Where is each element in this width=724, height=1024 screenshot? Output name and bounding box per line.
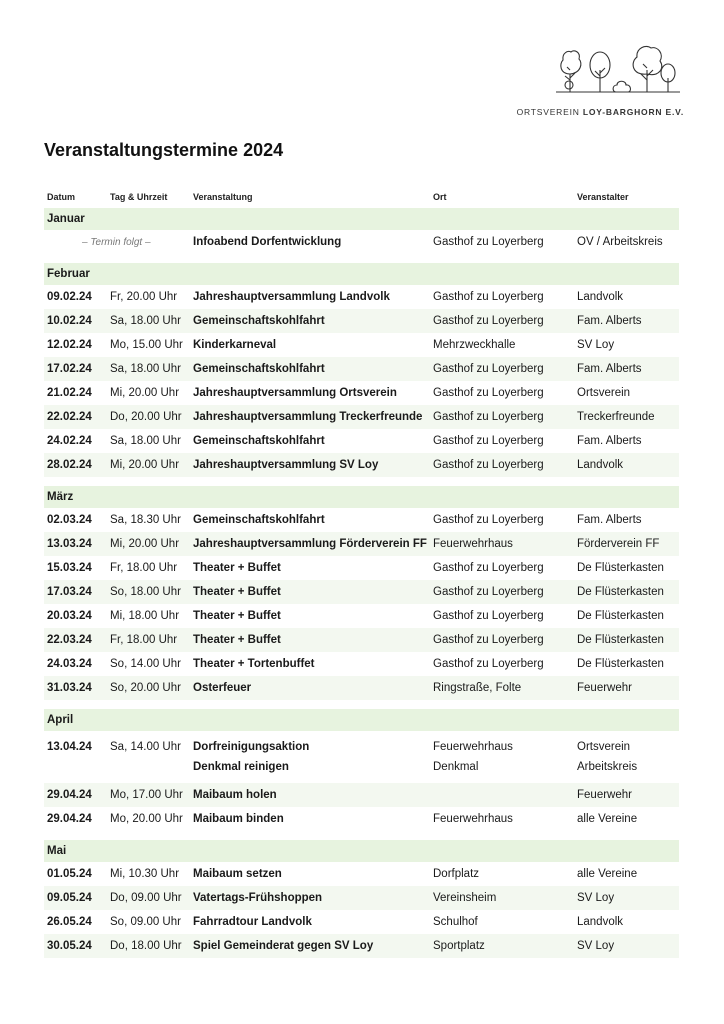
event-time: So, 14.00 Uhr xyxy=(110,658,181,670)
org-prefix: ORTSVEREIN xyxy=(516,107,583,117)
month-label: Januar xyxy=(47,213,85,225)
event-host: Landvolk xyxy=(577,459,624,471)
col-event: Veranstaltung xyxy=(193,192,253,202)
event-time: Mi, 10.30 Uhr xyxy=(110,868,180,880)
event-time: Fr, 18.00 Uhr xyxy=(110,634,178,646)
event-date: 09.05.24 xyxy=(47,892,92,904)
event-date: 29.04.24 xyxy=(47,789,92,801)
event-host: Förderverein FF xyxy=(577,538,660,550)
table-row xyxy=(44,230,679,254)
table-row xyxy=(44,309,679,333)
event-host: Feuerwehr xyxy=(577,682,632,694)
event-name: Gemeinschaftskohlfahrt xyxy=(193,363,325,375)
col-time: Tag & Uhrzeit xyxy=(110,192,168,202)
event-date: 22.03.24 xyxy=(47,634,92,646)
month-heading xyxy=(44,208,679,230)
event-time: Sa, 18.00 Uhr xyxy=(110,435,181,447)
event-name: Maibaum setzen xyxy=(193,868,282,880)
table-row xyxy=(44,453,679,477)
organization-name xyxy=(517,107,684,117)
event-host: alle Vereine xyxy=(577,813,638,825)
event-name: Jahreshauptversammlung SV Loy xyxy=(193,459,379,471)
event-time: So, 09.00 Uhr xyxy=(110,916,181,928)
event-host: Ortsverein xyxy=(577,741,631,753)
event-host: Landvolk xyxy=(577,291,624,303)
table-row xyxy=(44,910,679,934)
event-host: Landvolk xyxy=(577,916,624,928)
trees-icon xyxy=(554,40,684,98)
event-date: 20.03.24 xyxy=(47,610,92,622)
event-place: Sportplatz xyxy=(433,940,485,952)
event-date: 12.02.24 xyxy=(47,339,92,351)
event-date: 26.05.24 xyxy=(47,916,92,928)
table-row xyxy=(44,886,679,910)
table-row xyxy=(44,333,679,357)
event-host: Treckerfreunde xyxy=(577,411,655,423)
event-host: Fam. Alberts xyxy=(577,435,642,447)
table-row xyxy=(44,807,679,831)
event-time: Sa, 18.00 Uhr xyxy=(110,315,181,327)
col-place: Ort xyxy=(433,192,447,202)
event-name: Spiel Gemeinderat gegen SV Loy xyxy=(193,940,374,952)
event-host: Fam. Alberts xyxy=(577,363,642,375)
month-heading xyxy=(44,486,679,508)
event-host: Fam. Alberts xyxy=(577,514,642,526)
event-name: Theater + Buffet xyxy=(193,562,281,574)
event-name: Jahreshauptversammlung Treckerfreunde xyxy=(193,411,423,423)
event-name: Jahreshauptversammlung Landvolk xyxy=(193,291,390,303)
event-host: alle Vereine xyxy=(577,868,638,880)
event-place: Mehrzweckhalle xyxy=(433,339,516,351)
event-place: Feuerwehrhaus xyxy=(433,741,513,753)
event-name: Maibaum holen xyxy=(193,789,277,801)
month-heading xyxy=(44,263,679,285)
month-label: März xyxy=(47,491,74,503)
event-date: 17.02.24 xyxy=(47,363,92,375)
event-host: De Flüsterkasten xyxy=(577,610,664,622)
event-name: Maibaum binden xyxy=(193,813,284,825)
event-place: Ringstraße, Folte xyxy=(433,682,522,694)
event-name: Gemeinschaftskohlfahrt xyxy=(193,435,325,447)
table-row xyxy=(44,783,679,807)
event-time: Fr, 18.00 Uhr xyxy=(110,562,178,574)
event-place: Gasthof zu Loyerberg xyxy=(433,236,544,248)
event-host: Fam. Alberts xyxy=(577,315,642,327)
col-date: Datum xyxy=(47,192,76,202)
event-name: Kinderkarneval xyxy=(193,339,277,351)
table-row xyxy=(44,652,679,676)
event-name: Theater + Tortenbuffet xyxy=(193,658,315,670)
event-host: Arbeitskreis xyxy=(577,761,638,773)
event-date: 24.03.24 xyxy=(47,658,92,670)
event-place: Gasthof zu Loyerberg xyxy=(433,411,544,423)
event-place: Gasthof zu Loyerberg xyxy=(433,610,544,622)
event-time: Sa, 14.00 Uhr xyxy=(110,741,181,753)
event-host: De Flüsterkasten xyxy=(577,562,664,574)
event-time: Mo, 17.00 Uhr xyxy=(110,789,183,801)
event-place: Gasthof zu Loyerberg xyxy=(433,387,544,399)
event-place: Gasthof zu Loyerberg xyxy=(433,634,544,646)
event-name: Theater + Buffet xyxy=(193,610,281,622)
table-row xyxy=(44,508,679,532)
table-row xyxy=(44,862,679,886)
event-date: 30.05.24 xyxy=(47,940,92,952)
event-name: Dorfreinigungsaktion xyxy=(193,741,310,753)
month-label: Mai xyxy=(47,845,67,857)
table-row xyxy=(44,532,679,556)
event-place: Gasthof zu Loyerberg xyxy=(433,291,544,303)
event-date: 31.03.24 xyxy=(47,682,92,694)
events-table xyxy=(44,186,679,958)
month-label: Februar xyxy=(47,268,90,280)
event-time: Do, 18.00 Uhr xyxy=(110,940,182,952)
event-date: 29.04.24 xyxy=(47,813,92,825)
event-date: 09.02.24 xyxy=(47,291,92,303)
event-date: 24.02.24 xyxy=(47,435,92,447)
event-date: 10.02.24 xyxy=(47,315,92,327)
event-host: SV Loy xyxy=(577,892,615,904)
month-heading xyxy=(44,709,679,731)
event-host: De Flüsterkasten xyxy=(577,586,664,598)
table-row xyxy=(44,628,679,652)
event-date: 01.05.24 xyxy=(47,868,92,880)
table-row xyxy=(44,604,679,628)
event-date: 17.03.24 xyxy=(47,586,92,598)
col-host: Veranstalter xyxy=(577,192,629,202)
event-host: De Flüsterkasten xyxy=(577,658,664,670)
event-place: Vereinsheim xyxy=(433,892,497,904)
event-time: So, 18.00 Uhr xyxy=(110,586,181,598)
event-name: Vatertags-Frühshoppen xyxy=(193,892,323,904)
event-name: Jahreshauptversammlung Ortsverein xyxy=(193,387,397,399)
event-date: 15.03.24 xyxy=(47,562,92,574)
event-place: Gasthof zu Loyerberg xyxy=(433,658,544,670)
event-name: Theater + Buffet xyxy=(193,634,281,646)
event-place: Gasthof zu Loyerberg xyxy=(433,363,544,375)
event-place: Gasthof zu Loyerberg xyxy=(433,315,544,327)
event-name: Denkmal reinigen xyxy=(193,761,289,773)
event-place: Dorfplatz xyxy=(433,868,480,880)
event-host: OV / Arbeitskreis xyxy=(577,236,663,248)
table-row xyxy=(44,429,679,453)
event-host: SV Loy xyxy=(577,339,615,351)
event-name: Gemeinschaftskohlfahrt xyxy=(193,315,325,327)
table-row xyxy=(44,580,679,604)
org-name: LOY-BARGHORN E.V. xyxy=(582,107,684,117)
event-time: Mi, 20.00 Uhr xyxy=(110,387,180,399)
event-host: De Flüsterkasten xyxy=(577,634,664,646)
event-place: Gasthof zu Loyerberg xyxy=(433,435,544,447)
event-name: Theater + Buffet xyxy=(193,586,281,598)
event-time: So, 20.00 Uhr xyxy=(110,682,181,694)
event-host: Ortsverein xyxy=(577,387,631,399)
event-date: 28.02.24 xyxy=(47,459,92,471)
event-name: Gemeinschaftskohlfahrt xyxy=(193,514,325,526)
event-host: Feuerwehr xyxy=(577,789,632,801)
table-row xyxy=(44,934,679,958)
table-row xyxy=(44,556,679,580)
event-place: Schulhof xyxy=(433,916,478,928)
event-date: 13.04.24 xyxy=(47,741,92,753)
month-heading xyxy=(44,840,679,862)
table-row xyxy=(44,357,679,381)
event-date: 02.03.24 xyxy=(47,514,92,526)
event-time: Fr, 20.00 Uhr xyxy=(110,291,178,303)
event-name: Fahrradtour Landvolk xyxy=(193,916,312,928)
event-date: 13.03.24 xyxy=(47,538,92,550)
event-time: Mo, 15.00 Uhr xyxy=(110,339,183,351)
month-label: April xyxy=(47,714,74,726)
date-pending: – Termin folgt – xyxy=(82,236,151,248)
event-time: Sa, 18.30 Uhr xyxy=(110,514,181,526)
event-place: Feuerwehrhaus xyxy=(433,813,513,825)
event-time: Do, 20.00 Uhr xyxy=(110,411,182,423)
event-place: Gasthof zu Loyerberg xyxy=(433,586,544,598)
event-time: Mi, 20.00 Uhr xyxy=(110,459,180,471)
event-time: Mi, 20.00 Uhr xyxy=(110,538,180,550)
event-place: Gasthof zu Loyerberg xyxy=(433,562,544,574)
page-title: Veranstaltungstermine 2024 xyxy=(44,140,284,160)
event-name: Osterfeuer xyxy=(193,682,252,694)
event-date: 22.02.24 xyxy=(47,411,92,423)
event-place: Denkmal xyxy=(433,761,479,773)
table-row xyxy=(44,676,679,700)
event-place: Gasthof zu Loyerberg xyxy=(433,459,544,471)
event-place: Feuerwehrhaus xyxy=(433,538,513,550)
event-host: SV Loy xyxy=(577,940,615,952)
event-place: Gasthof zu Loyerberg xyxy=(433,514,544,526)
event-name: Infoabend Dorfentwicklung xyxy=(193,236,342,248)
table-row xyxy=(44,731,679,783)
table-row xyxy=(44,405,679,429)
table-row xyxy=(44,381,679,405)
event-time: Do, 09.00 Uhr xyxy=(110,892,182,904)
table-header xyxy=(44,186,679,208)
event-time: Sa, 18.00 Uhr xyxy=(110,363,181,375)
event-date: 21.02.24 xyxy=(47,387,92,399)
event-name: Jahreshauptversammlung Förderverein FF xyxy=(193,538,427,550)
event-time: Mo, 20.00 Uhr xyxy=(110,813,183,825)
event-time: Mi, 18.00 Uhr xyxy=(110,610,180,622)
table-row xyxy=(44,285,679,309)
